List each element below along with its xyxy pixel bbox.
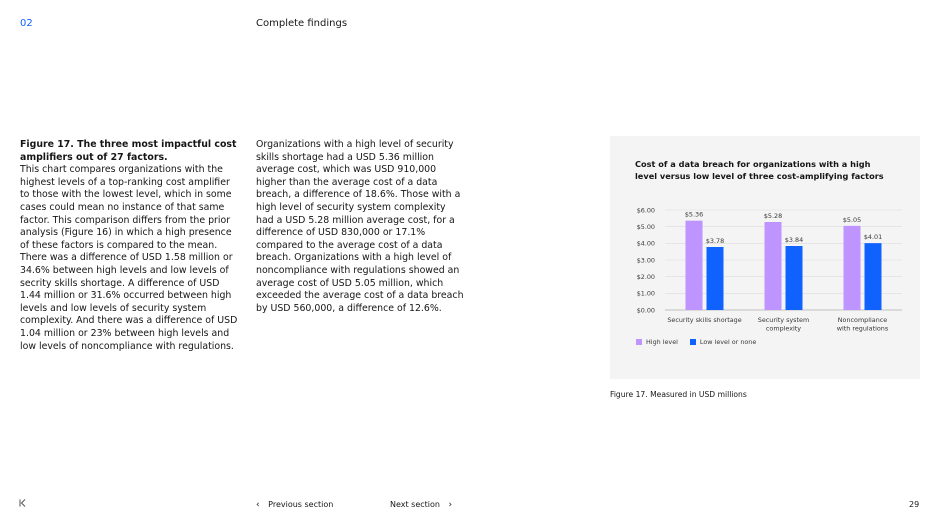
bar xyxy=(844,226,861,310)
previous-section-link[interactable] xyxy=(256,500,333,510)
section-number: 02 xyxy=(20,18,33,29)
bar xyxy=(686,221,703,310)
data-label: $5.36 xyxy=(684,210,704,219)
previous-section-label: Previous section xyxy=(268,500,334,509)
x-tick-label: with regulations xyxy=(836,324,889,333)
data-label: $5.05 xyxy=(842,215,862,224)
data-label: $5.28 xyxy=(763,212,783,220)
legend-label-low: Low level or none xyxy=(699,338,757,346)
legend-item-low xyxy=(690,338,756,346)
y-tick-label: $2.00 xyxy=(636,272,655,281)
y-tick-label: $0.00 xyxy=(636,306,655,315)
data-label: $3.84 xyxy=(784,236,804,244)
legend-swatch-low xyxy=(690,339,696,345)
x-tick-label: Noncompliance xyxy=(837,316,888,324)
data-label: $3.78 xyxy=(705,237,725,245)
chevron-right-icon: › xyxy=(448,500,453,510)
y-tick-label: $4.00 xyxy=(636,239,655,248)
chart-title: Cost of a data breach for organizations with a high level versus low level of three cost-amplifying factors xyxy=(635,159,884,181)
page-number: 29 xyxy=(909,500,920,509)
y-tick-label: $3.00 xyxy=(636,256,655,265)
chart-legend xyxy=(636,338,756,346)
first-page-icon[interactable] xyxy=(18,498,28,511)
x-tick-label: Security system xyxy=(757,316,810,324)
x-tick-label: complexity xyxy=(765,324,802,333)
bar xyxy=(865,243,882,310)
y-tick-label: $6.00 xyxy=(636,206,655,215)
legend-item-high xyxy=(636,338,678,346)
x-tick-label: Security skills shortage xyxy=(667,316,742,324)
figure-caption: Figure 17. Measured in USD millions xyxy=(610,390,747,399)
bar xyxy=(786,246,803,310)
section-title: Complete findings xyxy=(256,18,348,29)
legend-swatch-high xyxy=(636,339,642,345)
y-tick-label: $1.00 xyxy=(636,289,655,298)
text-column-left xyxy=(20,139,240,353)
figure-title: Figure 17. The three most impactful cost amplifiers out of 27 factors. xyxy=(20,139,237,163)
findings-paragraph: Organizations with a high level of security skills shortage had a USD 5.36 million average cost, which was USD 910,000 higher than the average cost of a data breach, a difference of 18.6%. Those with a high level of security system complexity had a USD 5.28 million average cost, for a difference of USD 830,000 or 17.1% compared to the average cost of a data breach. Organizations with a high level of noncompliance with regulations showed an average cost of USD 5.05 million, which exceeded the average cost of a data breach by USD 560,000, a difference of 12.6%. xyxy=(256,139,464,314)
text-column-middle xyxy=(256,139,466,315)
bar xyxy=(707,247,724,310)
y-tick-label: $5.00 xyxy=(636,222,655,231)
next-section-link[interactable] xyxy=(390,500,452,510)
legend-label-high: High level xyxy=(646,338,678,346)
chevron-left-icon: ‹ xyxy=(256,500,260,510)
bar xyxy=(765,222,782,310)
data-label: $4.01 xyxy=(863,233,883,242)
figure-description: This chart compares organizations with the highest levels of a top-ranking cost amplifier to those with the lowest level, which in some cases could mean no instance of that same factor. This comparison differs from the prior analysis (Figure 16) in which a high presence of these factors is compared to the mean. There was a difference of USD 1.58 million or 34.6% between high levels and low levels of secrity skills shortage. A difference of USD 1.44 million or 31.6% occurred between high levels and low levels of security system complexity. And there was a difference of USD 1.04 million or 23% between high levels and low levels of noncompliance with regulations. xyxy=(20,164,238,352)
next-section-label: Next section xyxy=(390,500,440,509)
chart-panel xyxy=(610,136,920,379)
